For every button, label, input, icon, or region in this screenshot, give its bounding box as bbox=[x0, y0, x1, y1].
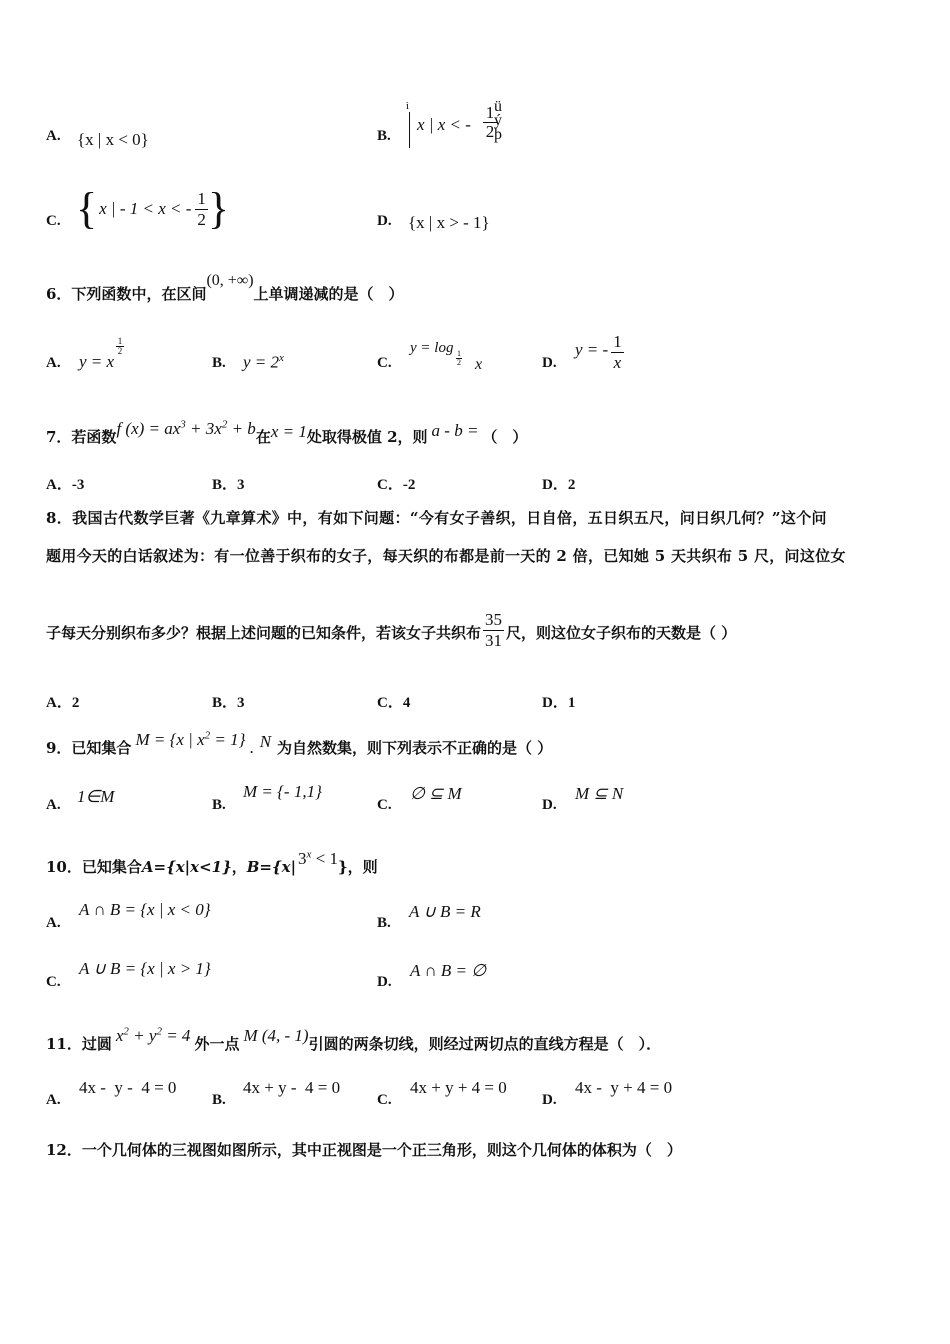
q11-option-c-math: 4x + y + 4 = 0 bbox=[410, 1078, 507, 1097]
q10-stem bbox=[46, 848, 378, 877]
q5-c-set: x | - 1 < x < - bbox=[99, 199, 192, 218]
q8-frac-num: 35 bbox=[485, 609, 503, 629]
q10-set-a: A={x|x<1} bbox=[141, 858, 232, 876]
q11-prefix: 11．过圆 bbox=[46, 1035, 112, 1053]
q6-option-a-label: A. bbox=[46, 355, 61, 371]
q8-option-a: A．2 bbox=[46, 695, 80, 711]
q11-option-d-math: 4x - y + 4 = 0 bbox=[575, 1078, 673, 1097]
q5-option-b-label: B. bbox=[377, 128, 391, 144]
q5-c-left-brace: { bbox=[76, 184, 98, 233]
q6-b-base: y = 2 bbox=[243, 352, 280, 372]
q7-option-a: A．-3 bbox=[46, 477, 85, 493]
q7-option-b: B．3 bbox=[212, 477, 245, 493]
q6-option-d-label: D. bbox=[542, 355, 557, 371]
q9-option-d-math: M ⊆ N bbox=[575, 784, 624, 803]
q9-option-b-label: B. bbox=[212, 797, 226, 813]
q6-c-arg: x bbox=[475, 356, 483, 373]
q7-sup2: 2 bbox=[221, 418, 228, 431]
q9-dot: . bbox=[249, 738, 254, 757]
q11-option-d-label: D. bbox=[542, 1092, 557, 1108]
q5-c-num: 1 bbox=[197, 188, 206, 208]
q5-b-set: x | x < - bbox=[417, 115, 471, 134]
q10-set-b-start: B={x| bbox=[246, 858, 297, 876]
q6-suffix: 上单调递减的是（ ） bbox=[253, 285, 404, 303]
q7-prefix: 7．若函数 bbox=[46, 428, 117, 446]
q9-sup: 2 bbox=[204, 729, 211, 742]
q11-point: M (4, - 1) bbox=[243, 1026, 309, 1045]
q7-option-d: D．2 bbox=[542, 477, 576, 493]
q5-c-right-brace: } bbox=[207, 184, 230, 233]
q6-option-b-math bbox=[243, 352, 284, 373]
q9-option-b-math: M = {- 1,1} bbox=[243, 782, 322, 801]
q10-prefix: 10．已知集合 bbox=[46, 858, 142, 876]
q6-a-base: y = x bbox=[79, 352, 115, 371]
q7-func-part3: + b bbox=[227, 419, 256, 438]
q11-sup1: 2 bbox=[123, 1025, 129, 1038]
q8-option-b: B．3 bbox=[212, 695, 245, 711]
q11-option-c-label: C. bbox=[377, 1092, 392, 1108]
q8-line-3 bbox=[46, 605, 736, 655]
q5-b-glyph-r3: þ bbox=[494, 126, 502, 143]
q9-option-c-math: ∅ ⊆ M bbox=[410, 784, 462, 803]
q10-b-rhs: < 1 bbox=[311, 849, 339, 868]
q11-option-a-label: A. bbox=[46, 1092, 61, 1108]
q7-end: （ ） bbox=[482, 428, 528, 446]
q10-comma: ， bbox=[231, 858, 247, 876]
q5-b-glyph-r2: ý bbox=[494, 112, 502, 129]
q10-option-a-math: A ∩ B = {x | x < 0} bbox=[79, 900, 211, 919]
q10-b-ineq bbox=[298, 849, 338, 868]
q7-xeq: x = 1 bbox=[270, 422, 307, 441]
q5-b-brace-glyph-top: ì bbox=[406, 100, 410, 112]
q10-option-b-label: B. bbox=[377, 915, 391, 931]
q10-b-base: 3 bbox=[298, 849, 307, 868]
q5-b-glyph-r1: ü bbox=[494, 98, 502, 115]
q11-circle-x: x bbox=[115, 1026, 124, 1045]
q11-stem bbox=[46, 1025, 662, 1054]
q7-at: 在 bbox=[255, 428, 271, 446]
q8-line-2: 题用今天的白话叙述为：有一位善于织布的女子，每天织的布都是前一天的 2 倍，已知她 5 天共织布 5 尺，问这位女 bbox=[46, 547, 846, 565]
q6-stem bbox=[46, 272, 404, 304]
q11-circle-eq: = 4 bbox=[161, 1026, 191, 1045]
q9-stem bbox=[46, 729, 553, 758]
q6-d-lhs: y = - bbox=[575, 340, 609, 359]
q11-circle bbox=[116, 1026, 191, 1045]
q10-option-d-label: D. bbox=[377, 974, 392, 990]
q11-circle-y: + y bbox=[128, 1026, 157, 1045]
q5-option-d-label: D. bbox=[377, 213, 392, 229]
q5-option-a-label: A. bbox=[46, 128, 61, 144]
q10-option-c-label: C. bbox=[46, 974, 61, 990]
q12-stem: 12．一个几何体的三视图如图所示，其中正视图是一个正三角形，则这个几何体的体积为（ ） bbox=[46, 1141, 682, 1159]
q11-option-b-math: 4x + y - 4 = 0 bbox=[243, 1078, 341, 1097]
q6-option-c-label: C. bbox=[377, 355, 392, 371]
q6-option-a-math bbox=[79, 352, 114, 372]
q6-c-log: y = log bbox=[410, 340, 454, 356]
q5-option-b-left-brace bbox=[404, 100, 418, 152]
q6-d-fraction bbox=[611, 332, 624, 373]
q7-func-part2: + 3x bbox=[185, 419, 222, 438]
q6-d-num: 1 bbox=[613, 331, 622, 351]
q9-option-d-label: D. bbox=[542, 797, 557, 813]
q11-option-b-label: B. bbox=[212, 1092, 226, 1108]
q7-mid: 处取得极值 2，则 bbox=[306, 428, 428, 446]
q6-c-base bbox=[456, 350, 462, 367]
q8-frac-den: 31 bbox=[485, 630, 503, 650]
q6-b-exp: x bbox=[279, 352, 284, 364]
q9-n: N bbox=[259, 732, 272, 751]
q5-option-c-label: C. bbox=[46, 213, 61, 229]
q10-set-b-end: }，则 bbox=[338, 858, 378, 876]
q6-interval: (0, +∞) bbox=[206, 272, 254, 289]
q5-c-fraction bbox=[195, 189, 208, 230]
q8-option-c: C．4 bbox=[377, 695, 411, 711]
q6-a-exp-den: 2 bbox=[117, 346, 123, 356]
q6-c-base-den: 2 bbox=[457, 358, 461, 367]
q6-a-exp-num: 1 bbox=[117, 336, 123, 346]
q9-option-a-math: 1∈M bbox=[77, 787, 115, 806]
q9-option-a-label: A. bbox=[46, 797, 61, 813]
q11-suffix: 引圆的两条切线，则经过两切点的直线方程是（ ）． bbox=[308, 1035, 662, 1053]
q11-sup2: 2 bbox=[156, 1025, 162, 1038]
q5-b-num: 1 bbox=[485, 103, 495, 122]
q9-prefix: 9．已知集合 bbox=[46, 739, 132, 757]
q5-b-den: 2 bbox=[485, 122, 495, 141]
q9-set-m-part1: M = {x | x bbox=[135, 730, 205, 749]
q7-function bbox=[116, 419, 255, 438]
q10-option-c-math: A ∪ B = {x | x > 1} bbox=[79, 959, 211, 978]
q10-option-b-math: A ∪ B = R bbox=[409, 902, 481, 921]
q7-func-part1: f (x) = ax bbox=[116, 419, 181, 438]
q5-option-b-math bbox=[417, 115, 471, 135]
q8-option-d: D．1 bbox=[542, 695, 576, 711]
q8-fraction bbox=[483, 610, 504, 651]
q11-mid: 外一点 bbox=[194, 1035, 240, 1053]
q8-line-1: 8．我国古代数学巨著《九章算术》中，有如下问题：“今有女子善织，日自倍，五日织五尺，问日织几何？”这个问 bbox=[46, 509, 827, 527]
q10-option-a-label: A. bbox=[46, 915, 61, 931]
q6-a-exponent bbox=[116, 337, 124, 356]
q7-option-c: C．-2 bbox=[377, 477, 416, 493]
q6-option-c-math bbox=[410, 340, 453, 357]
q10-option-d-math: A ∩ B = ∅ bbox=[410, 961, 487, 980]
q6-c-base-num: 1 bbox=[457, 349, 461, 358]
q8-line3-suffix: 尺，则这位女子织布的天数是（ ） bbox=[506, 623, 737, 642]
q9-suffix: 为自然数集，则下列表示不正确的是（ ） bbox=[277, 739, 553, 757]
q5-option-b-right-brace bbox=[494, 100, 502, 142]
q7-sup3: 3 bbox=[180, 418, 186, 431]
q8-line3-prefix: 子每天分别织布多少？根据上述问题的已知条件，若该女子共织布 bbox=[46, 623, 482, 642]
q7-expr: a - b = bbox=[431, 421, 479, 440]
q6-option-b-label: B. bbox=[212, 355, 226, 371]
q6-d-den: x bbox=[613, 352, 622, 372]
q7-stem bbox=[46, 418, 528, 447]
q6-prefix: 6．下列函数中，在区间 bbox=[46, 285, 207, 303]
q5-option-d-math: {x | x > - 1} bbox=[408, 213, 490, 232]
q10-b-sup: x bbox=[306, 848, 312, 861]
q5-c-den: 2 bbox=[197, 209, 206, 229]
q5-option-c-math bbox=[76, 183, 229, 235]
q9-option-c-label: C. bbox=[377, 797, 392, 813]
q9-set-m-part2: = 1} bbox=[210, 730, 246, 749]
q9-set-m bbox=[135, 730, 245, 749]
q5-option-a-math: {x | x < 0} bbox=[77, 130, 149, 149]
q11-option-a-math: 4x - y - 4 = 0 bbox=[79, 1078, 177, 1097]
q6-option-d-math bbox=[575, 330, 624, 374]
